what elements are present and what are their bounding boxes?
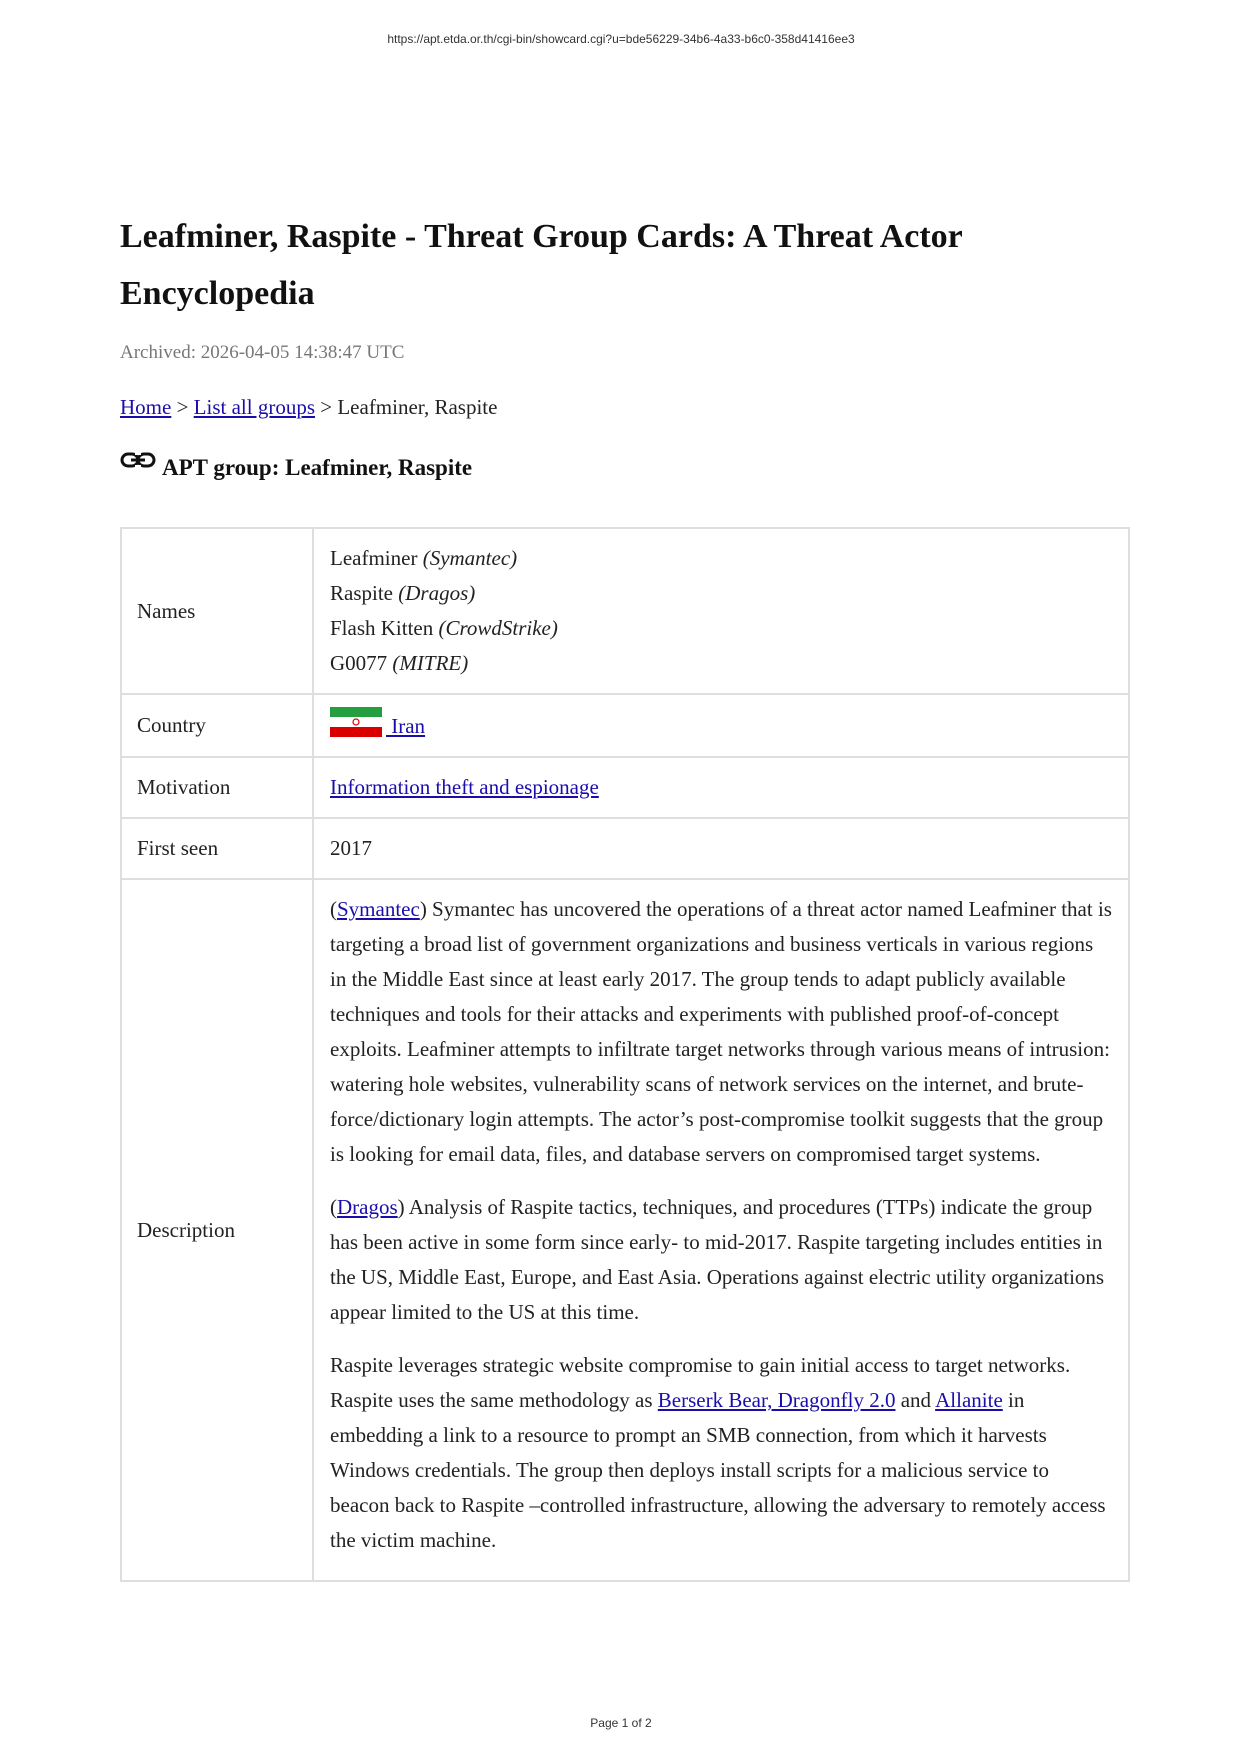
- description-value: [313, 879, 1129, 1581]
- description-text: and: [895, 1388, 936, 1412]
- description-paragraph-raspite: [330, 1348, 1112, 1558]
- alias-item: [330, 611, 1112, 646]
- first-seen-label: First seen: [121, 818, 313, 879]
- dragos-source-link[interactable]: Dragos: [337, 1195, 398, 1219]
- page-url: https://apt.etda.or.th/cgi-bin/showcard.cgi?u=bde56229-34b6-4a33-b6c0-358d41416ee3: [387, 32, 855, 46]
- names-value: [313, 528, 1129, 694]
- names-label: Names: [121, 528, 313, 694]
- alias-item: [330, 576, 1112, 611]
- threat-group-card-table: [120, 527, 1130, 1582]
- alias-name: Flash Kitten: [330, 616, 439, 640]
- breadcrumb: [120, 395, 497, 420]
- description-text: Raspite leverages strategic website compromise to gain initial access to target networks. Raspite uses the same methodology as: [330, 1353, 1071, 1412]
- page-footer: Page 1 of 2: [590, 1716, 652, 1730]
- country-value: [313, 694, 1129, 757]
- description-text: ) Symantec has uncovered the operations of a threat actor named Leafminer that is targeting a broad list of government organizations and business verticals in various regions in the Middle East since at least early 2017. The group tends to adapt publicly available techniques and tools for their attacks and experiments with published proof-of-concept exploits. Leafminer attempts to infiltrate target networks through various means of intrusion: watering hole websites, vulnerability scans of network services on the internet, and brute-force/dictionary login attempts. The actor’s post-compromise toolkit suggests that the group is looking for email data, files, and database servers on compromised target systems.: [330, 897, 1112, 1166]
- country-label: Country: [121, 694, 313, 757]
- breadcrumb-separator: >: [315, 395, 338, 419]
- allanite-link[interactable]: Allanite: [935, 1388, 1003, 1412]
- country-link[interactable]: [330, 714, 425, 738]
- description-paragraph-symantec: [330, 892, 1112, 1172]
- first-seen-row: [121, 818, 1129, 879]
- country-name: Iran: [386, 714, 426, 738]
- paren: (: [330, 897, 337, 921]
- group-heading: [120, 455, 472, 481]
- alias-source: (CrowdStrike): [438, 616, 558, 640]
- description-text: in embedding a link to a resource to prompt an SMB connection, from which it harvests Windows credentials. The group then deploys install scripts for a malicious service to beacon back to Raspite –controlled infrastructure, allowing the adversary to remotely access the victim machine.: [330, 1388, 1106, 1552]
- country-row: [121, 694, 1129, 757]
- description-paragraph-dragos: [330, 1190, 1112, 1330]
- breadcrumb-list-groups-link[interactable]: List all groups: [193, 395, 315, 419]
- alias-name: Raspite: [330, 581, 399, 605]
- breadcrumb-current: Leafminer, Raspite: [337, 395, 498, 419]
- link-icon[interactable]: [120, 448, 156, 472]
- motivation-value: [313, 757, 1129, 818]
- motivation-link[interactable]: Information theft and espionage: [330, 775, 599, 799]
- group-heading-text: APT group: Leafminer, Raspite: [162, 455, 473, 480]
- first-seen-value: 2017: [313, 818, 1129, 879]
- paren: (: [330, 1195, 337, 1219]
- archived-timestamp: Archived: 2026-04-05 14:38:47 UTC: [120, 342, 405, 363]
- alias-item: [330, 646, 1112, 681]
- breadcrumb-separator: >: [171, 395, 194, 419]
- motivation-label: Motivation: [121, 757, 313, 818]
- page-title: Leafminer, Raspite - Threat Group Cards: A Threat Actor Encyclopedia: [120, 218, 963, 312]
- alias-item: [330, 541, 1112, 576]
- alias-source: (MITRE): [392, 651, 469, 675]
- description-label: Description: [121, 879, 313, 1581]
- description-row: [121, 879, 1129, 1581]
- alias-source: (Dragos): [398, 581, 476, 605]
- symantec-source-link[interactable]: Symantec: [337, 897, 420, 921]
- iran-flag-icon: [330, 707, 382, 737]
- alias-name: Leafminer: [330, 546, 423, 570]
- berserk-bear-link[interactable]: Berserk Bear, Dragonfly 2.0: [657, 1388, 896, 1412]
- alias-source: (Symantec): [422, 546, 518, 570]
- alias-name: G0077: [330, 651, 393, 675]
- description-text: ) Analysis of Raspite tactics, techniques, and procedures (TTPs) indicate the group has been active in some form since early- to mid-2017. Raspite targeting includes entities in the US, Middle East, Europe, and East Asia. Operations against electric utility organizations appear limited to the US at this time.: [330, 1195, 1105, 1324]
- breadcrumb-home-link[interactable]: Home: [120, 395, 172, 419]
- motivation-row: [121, 757, 1129, 818]
- names-row: [121, 528, 1129, 694]
